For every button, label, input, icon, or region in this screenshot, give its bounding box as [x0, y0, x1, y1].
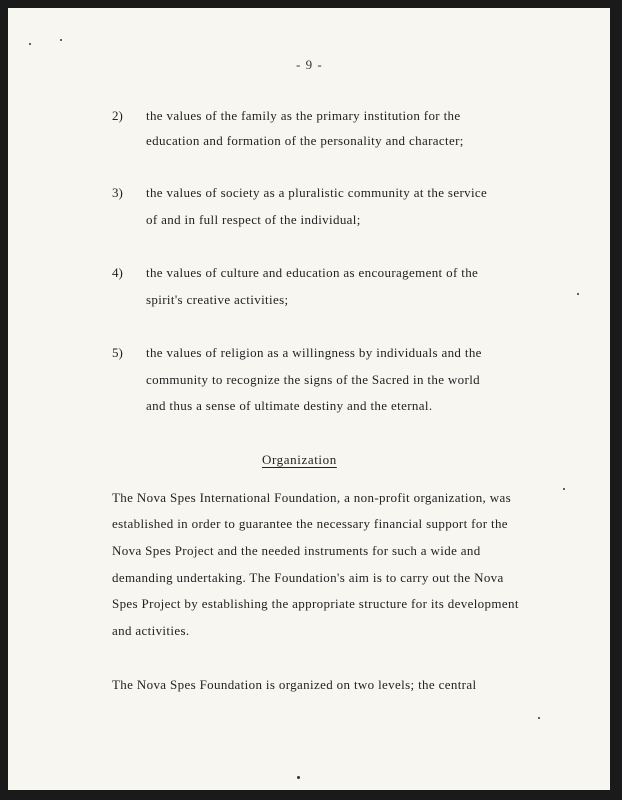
list-item-line: community to recognize the signs of the Sacred in the world	[146, 372, 481, 387]
list-item-line: the values of society as a pluralistic community at the service	[146, 185, 488, 200]
scan-speck	[297, 776, 300, 779]
paragraph-line: and activities.	[112, 623, 190, 638]
paragraph-line: Spes Project by establishing the appropriate structure for its development	[112, 596, 519, 611]
list-item-line: of and in full respect of the individual;	[146, 212, 361, 227]
list-item-line: the values of the family as the primary institution for the	[146, 108, 461, 123]
list-item-number: 2)	[112, 108, 123, 123]
document-page	[8, 8, 610, 790]
page-number: - 9 -	[296, 57, 323, 72]
list-item-number: 4)	[112, 265, 123, 280]
list-item-line: the values of culture and education as encouragement of the	[146, 265, 479, 280]
list-item-line: the values of religion as a willingness by individuals and the	[146, 345, 482, 360]
scan-speck	[29, 43, 31, 45]
scan-speck	[563, 488, 565, 490]
list-item-line: education and formation of the personality and character;	[146, 133, 464, 148]
paragraph-line: established in order to guarantee the necessary financial support for the	[112, 516, 508, 531]
section-heading: Organization	[262, 452, 337, 467]
paragraph-line: Nova Spes Project and the needed instruments for such a wide and	[112, 543, 481, 558]
list-item-line: spirit's creative activities;	[146, 292, 289, 307]
paragraph-line: The Nova Spes Foundation is organized on two levels; the central	[112, 677, 477, 692]
paragraph-line: The Nova Spes International Foundation, a non-profit organization, was	[112, 490, 512, 505]
list-item-number: 5)	[112, 345, 123, 360]
list-item-number: 3)	[112, 185, 123, 200]
scan-speck	[577, 293, 579, 295]
scan-speck	[538, 717, 540, 719]
list-item-line: and thus a sense of ultimate destiny and the eternal.	[146, 398, 433, 413]
scan-speck	[60, 39, 62, 41]
paragraph-line: demanding undertaking. The Foundation's aim is to carry out the Nova	[112, 570, 504, 585]
